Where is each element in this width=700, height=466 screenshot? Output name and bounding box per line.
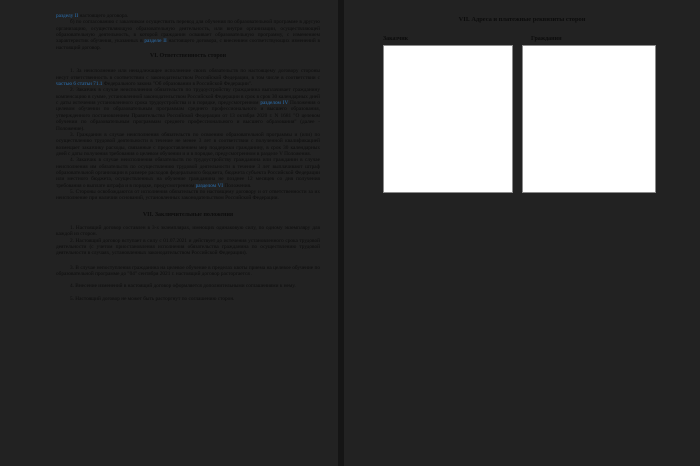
paragraph-final-3: 3. В случае непоступления гражданина на целевое обучение в пределах квоты приема на целевое обучение по образовательной программе до "04" сентября 2021 г. настоящий договор расторгается . xyxy=(56,264,320,278)
paragraph-resp-3: 3. Гражданин в случае неисполнения обязательств по освоению образовательной программы и (или) по осуществлению трудовой деятельности в течение не менее 3 лет в соответствии с полученной квалификацией возмещает заказчику расходы, связанные с предоставлением мер поддержки гражданину, в срок 30 календарных дней с даты получения требования о целевом обучении и и в порядке, предусмотренном в разделе V Положения. xyxy=(56,131,320,157)
heading-responsibility: VI. Ответственность сторон xyxy=(149,53,227,60)
paragraph-final-4: 4. Внесение изменений в настоящий договор оформляется дополнительными соглашениями к нему. xyxy=(70,283,296,290)
paragraph-final-5: 5. Настоящий договор не может быть расторгнут по соглашению сторон. xyxy=(70,295,235,302)
paragraph-final-2: 2. Настоящий договор вступает в силу с 01.07.2021 и действует до истечения установленного срока трудовой деятельности (с учетом приостановления исполнения обязательства гражданина по осуществлению трудовой деятельности в случаях, установленных законодательством Российской Федерации). xyxy=(56,237,320,257)
left-page-text xyxy=(56,13,320,302)
link-section-6[interactable]: разделом VI xyxy=(195,182,224,189)
paragraph-resp-5: 5. Стороны освобождаются от исполнения обязательств по настоящему договору и от ответственности за их неисполнение при наличии оснований, установленных законодательством Российской Федерации. xyxy=(56,188,320,202)
heading-final-provisions: VII. Заключительные положения xyxy=(142,211,234,218)
paragraph-final-1: 1. Настоящий договор составлен в 3-х экземплярах, имеющих одинаковую силу, по одному экземпляру для каждой из сторон. xyxy=(56,224,320,238)
label-customer: Заказчик xyxy=(383,36,409,42)
citizen-details-box[interactable] xyxy=(522,45,656,193)
paragraph-resp-2: 2. Заказчик в случае неисполнения обязательств по трудоустройству гражданина выплачивает гражданину компенсацию в сумме, установленной законодательством Российской Федерации в срок в срок 30 календарных дней с даты истечения установленного срока трудоустройства и в порядке, предусмотренном разделом IV Положения о целевом обучении по образовательным программам среднего профессионального и высшего образования, утвержденного постановлением Правительства Российской Федерации от 13 октября 2020 г. N 1681 "О целевом обучении по образовательным программам среднего профессионального и высшего образования" (далее - Положение). xyxy=(56,87,320,132)
paragraph-transfer: б) по согласованию с заказчиком осуществить перевод для обучения по образовательной программе в другую организацию, осуществляющую образовательную деятельность, или внутри организации, осуществляющей образовательную деятельность, в которой гражданин осваивает образовательную программу, с изменением характеристик обучения, указанных в разделе II настоящего договора, с внесением соответствующих изменений в настоящий договор. xyxy=(56,19,320,51)
heading-addresses: VII. Адреса и платежные реквизиты сторон xyxy=(458,16,586,23)
link-section-2[interactable]: разделу II xyxy=(56,13,79,19)
label-citizen: Гражданин xyxy=(531,36,562,42)
paragraph-resp-1: 1. За неисполнение или ненадлежащее исполнение своих обязательств по настоящему договору стороны несут ответственность в соответствии с законодательством Российской Федерации, в том числе в соответствии с частью 6 статьи 71.1 Федерального закона "Об образовании в Российской Федерации". xyxy=(56,68,320,88)
link-article-71[interactable]: частью 6 статьи 71.1 xyxy=(56,81,103,88)
link-section-4[interactable]: разделом IV xyxy=(260,100,289,107)
customer-details-box[interactable] xyxy=(383,45,513,193)
right-page-content xyxy=(344,0,700,466)
link-section-2b[interactable]: разделе II xyxy=(144,38,167,45)
left-document-page xyxy=(0,0,338,466)
paragraph-resp-4: 4. Заказчик в случае неисполнения обязательств по трудоустройству гражданина или гражданин в случае неисполнения им обязательств по осуществлению трудовой деятельности в течение 3 лет выплачивают штраф образовательной организации в размере расходов федерального бюджета, бюджета субъекта Российской Федерации или местного бюджета, осуществленных на обучение гражданина не позднее 12 месяцев со дня получения требования о выплате штрафа и в порядке, предусмотренном разделом VI Положения. xyxy=(56,157,320,189)
right-document-page xyxy=(344,0,700,466)
paragraph-continuation: разделу II настоящего договора. xyxy=(56,13,129,19)
